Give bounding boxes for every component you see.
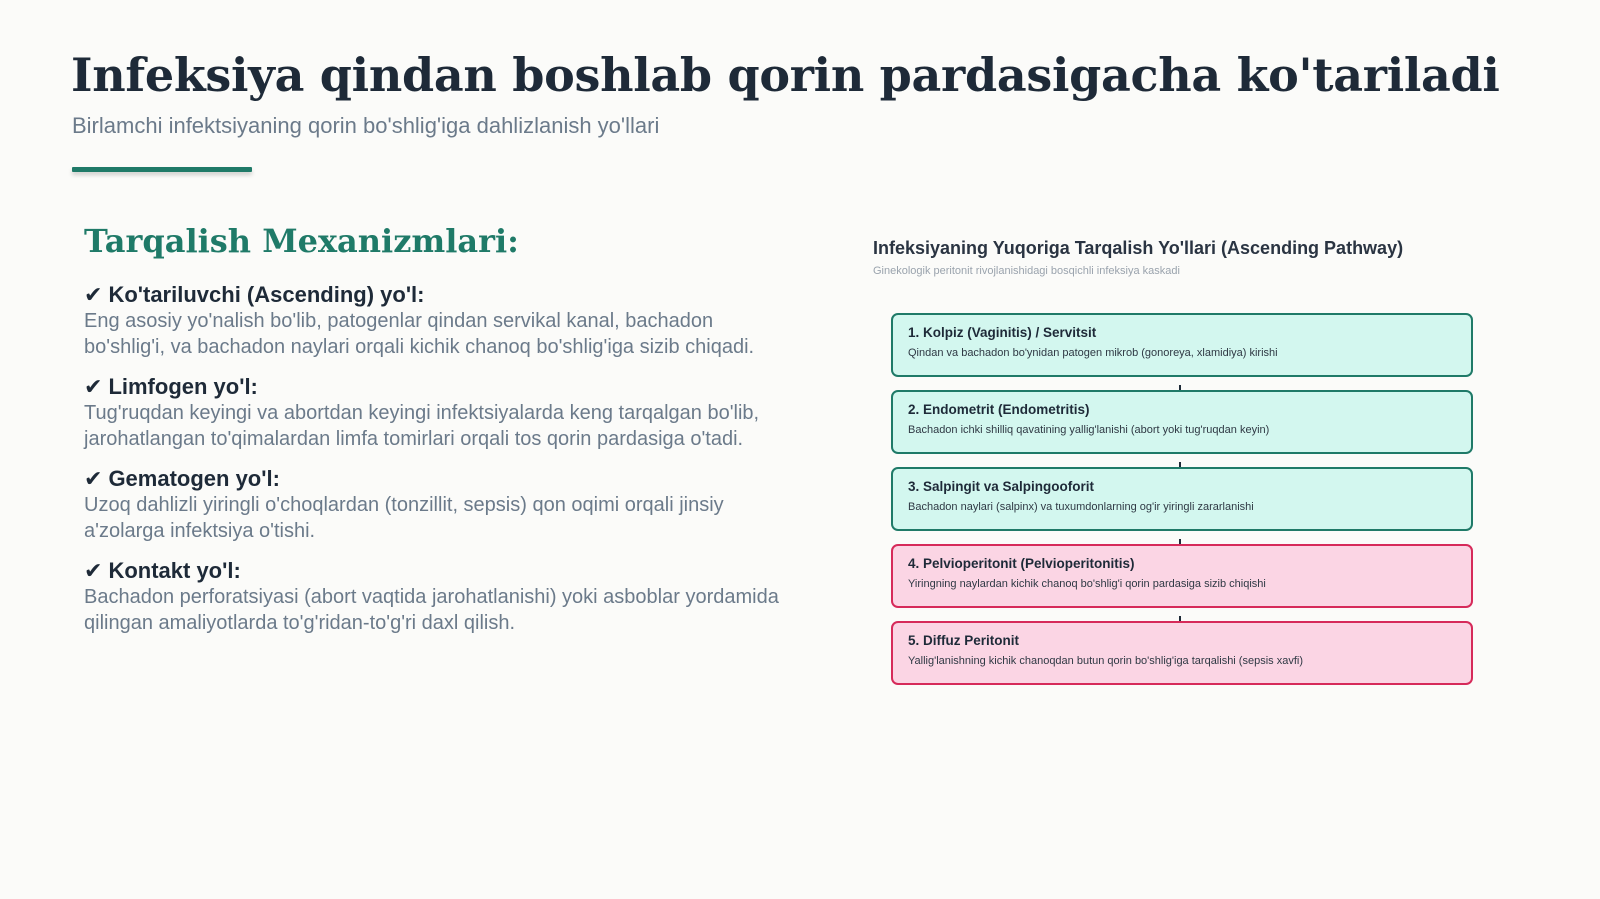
- pathway-steps: [891, 313, 1473, 685]
- step-description: Yallig'lanishning kichik chanoqdan butun qorin bo'shlig'iga tarqalishi (sepsis xavfi): [908, 655, 1303, 667]
- step-title: 4. Pelvioperitonit (Pelvioperitonitis): [908, 556, 1135, 571]
- pathway-step-2: [891, 390, 1473, 454]
- mechanism-title: ✔ Ko'tariluvchi (Ascending) yo'l:: [84, 282, 425, 307]
- slide-subtitle: Birlamchi infektsiyaning qorin bo'shlig'iga dahlizlanish yo'llari: [72, 113, 660, 138]
- step-title: 5. Diffuz Peritonit: [908, 633, 1019, 648]
- step-description: Bachadon ichki shilliq qavatining yallig'lanishi (abort yoki tug'ruqdan keyin): [908, 424, 1270, 436]
- diagram-title: Infeksiyaning Yuqoriga Tarqalish Yo'llari (Ascending Pathway): [873, 238, 1404, 258]
- mechanism-title: ✔ Gematogen yo'l:: [84, 466, 280, 491]
- mechanism-item: [84, 558, 784, 636]
- mechanism-title: ✔ Kontakt yo'l:: [84, 558, 241, 583]
- pathway-step-1: [891, 313, 1473, 377]
- mechanism-description: Uzoq dahlizli yiringli o'choqlardan (tonzillit, sepsis) qon oqimi orqali jinsiy a'zolarga infektsiya o'tishi.: [84, 494, 724, 542]
- step-description: Bachadon naylari (salpinx) va tuxumdonlarning og'ir yiringli zararlanishi: [908, 501, 1254, 513]
- step-title: 1. Kolpiz (Vaginitis) / Servitsit: [908, 325, 1097, 340]
- mechanism-item: [84, 282, 784, 360]
- mechanism-item: [84, 374, 784, 452]
- slide-title: Infeksiya qindan boshlab qorin pardasigacha ko'tariladi: [71, 48, 1500, 102]
- mechanism-item: [84, 466, 784, 544]
- mechanism-description: Bachadon perforatsiyasi (abort vaqtida jarohatlanishi) yoki asboblar yordamida qilingan amaliyotlarda to'g'ridan-to'g'ri daxl qilish.: [84, 586, 779, 634]
- checkmark-icon: ✔: [84, 374, 103, 399]
- checkmark-icon: ✔: [84, 466, 103, 491]
- checkmark-icon: ✔: [84, 558, 103, 583]
- accent-divider: [72, 167, 252, 172]
- step-description: Qindan va bachadon bo'ynidan patogen mikrob (gonoreya, xlamidiya) kirishi: [908, 347, 1278, 359]
- mechanism-description: Eng asosiy yo'nalish bo'lib, patogenlar qindan servikal kanal, bachadon bo'shlig'i, va bachadon naylari orqali kichik chanoq bo'shlig'iga sizib chiqadi.: [84, 310, 755, 358]
- mechanism-description: Tug'ruqdan keyingi va abortdan keyingi infektsiyalarda keng tarqalgan bo'lib, jarohatlangan to'qimalardan limfa tomirlari orqali tos qorin pardasiga o'tadi.: [84, 402, 760, 450]
- step-title: 3. Salpingit va Salpingooforit: [908, 479, 1095, 494]
- step-description: Yiringning naylardan kichik chanoq bo'shlig'i qorin pardasiga sizib chiqishi: [908, 578, 1266, 590]
- mechanism-title: ✔ Limfogen yo'l:: [84, 374, 258, 399]
- mechanisms-panel: [84, 222, 784, 650]
- checkmark-icon: ✔: [84, 282, 103, 307]
- pathway-diagram: [873, 238, 1473, 698]
- pathway-step-5: [891, 621, 1473, 685]
- diagram-subtitle: Ginekologik peritonit rivojlanishidagi bosqichli infeksiya kaskadi: [873, 265, 1180, 277]
- step-title: 2. Endometrit (Endometritis): [908, 402, 1090, 417]
- pathway-step-3: [891, 467, 1473, 531]
- pathway-step-4: [891, 544, 1473, 608]
- mechanisms-heading: Tarqalish Mexanizmlari:: [84, 222, 519, 260]
